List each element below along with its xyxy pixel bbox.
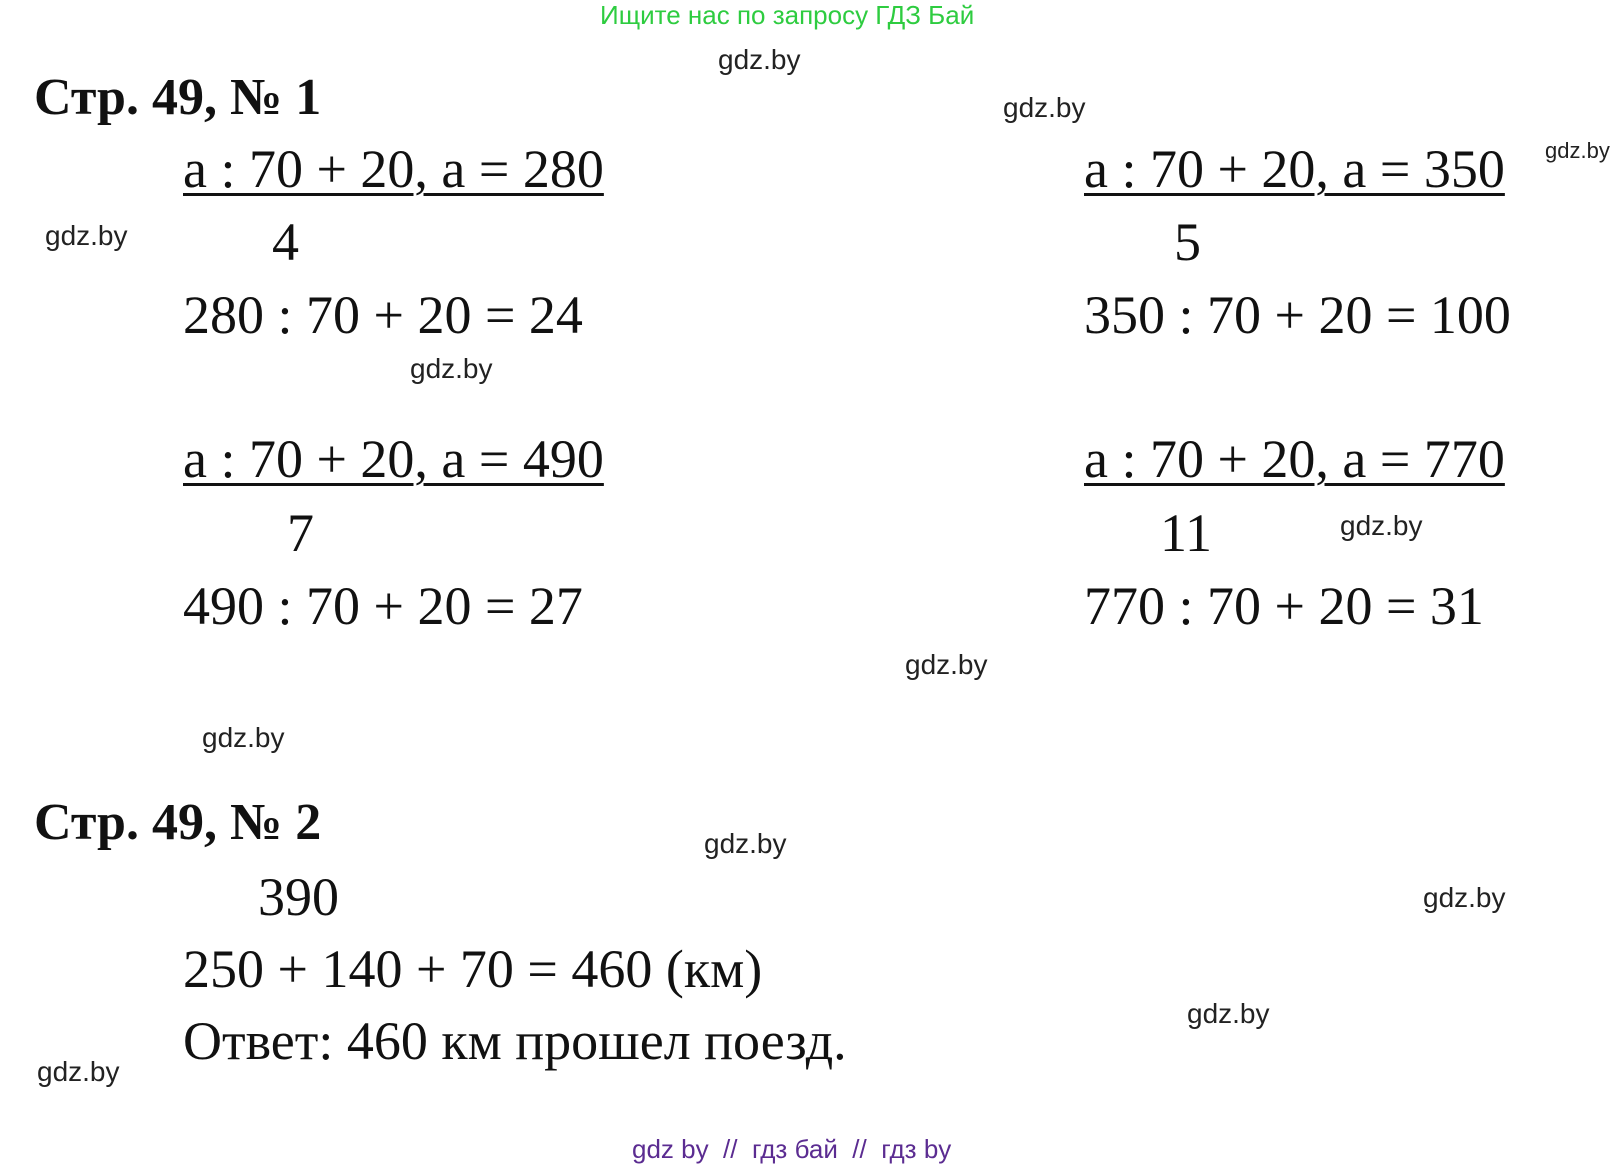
search-banner: Ищите нас по запросу ГДЗ Бай bbox=[600, 0, 975, 30]
footer-links: gdz by // гдз бай // гдз by bbox=[632, 1134, 952, 1164]
watermark: gdz.by bbox=[37, 1056, 120, 1087]
watermark: gdz.by bbox=[45, 220, 128, 251]
task1-item4-expression: a : 70 + 20, a = 770 bbox=[1084, 429, 1505, 489]
watermark: gdz.by bbox=[704, 828, 787, 859]
watermark: gdz.by bbox=[1340, 510, 1423, 541]
task1-item4-intermediate: 11 bbox=[1160, 503, 1212, 563]
watermark: gdz.by bbox=[1003, 92, 1086, 123]
task2-intermediate: 390 bbox=[258, 867, 339, 927]
watermark: gdz.by bbox=[1187, 998, 1270, 1029]
watermark: gdz.by bbox=[718, 44, 801, 75]
task1-item3-intermediate: 7 bbox=[287, 503, 314, 563]
task1-item1-intermediate: 4 bbox=[272, 212, 299, 272]
task1-item4-result: 770 : 70 + 20 = 31 bbox=[1084, 576, 1484, 636]
task2-answer: Ответ: 460 км прошел поезд. bbox=[183, 1011, 847, 1071]
task2-equation: 250 + 140 + 70 = 460 (км) bbox=[183, 939, 763, 999]
task1-heading: Стр. 49, № 1 bbox=[34, 69, 322, 126]
watermark: gdz.by bbox=[905, 649, 988, 680]
task2-heading: Стр. 49, № 2 bbox=[34, 794, 322, 851]
task1-item1-expression: a : 70 + 20, a = 280 bbox=[183, 139, 604, 199]
task1-item2-expression: a : 70 + 20, a = 350 bbox=[1084, 139, 1505, 199]
task1-item1-result: 280 : 70 + 20 = 24 bbox=[183, 285, 583, 345]
task1-item3-result: 490 : 70 + 20 = 27 bbox=[183, 576, 583, 636]
watermark: gdz.by bbox=[1423, 882, 1506, 913]
watermark: gdz.by bbox=[202, 722, 285, 753]
task1-item2-result: 350 : 70 + 20 = 100 bbox=[1084, 285, 1511, 345]
watermark: gdz.by bbox=[410, 353, 493, 384]
task1-item3-expression: a : 70 + 20, a = 490 bbox=[183, 429, 604, 489]
watermark: gdz.by bbox=[1545, 138, 1610, 163]
task1-item2-intermediate: 5 bbox=[1174, 212, 1201, 272]
